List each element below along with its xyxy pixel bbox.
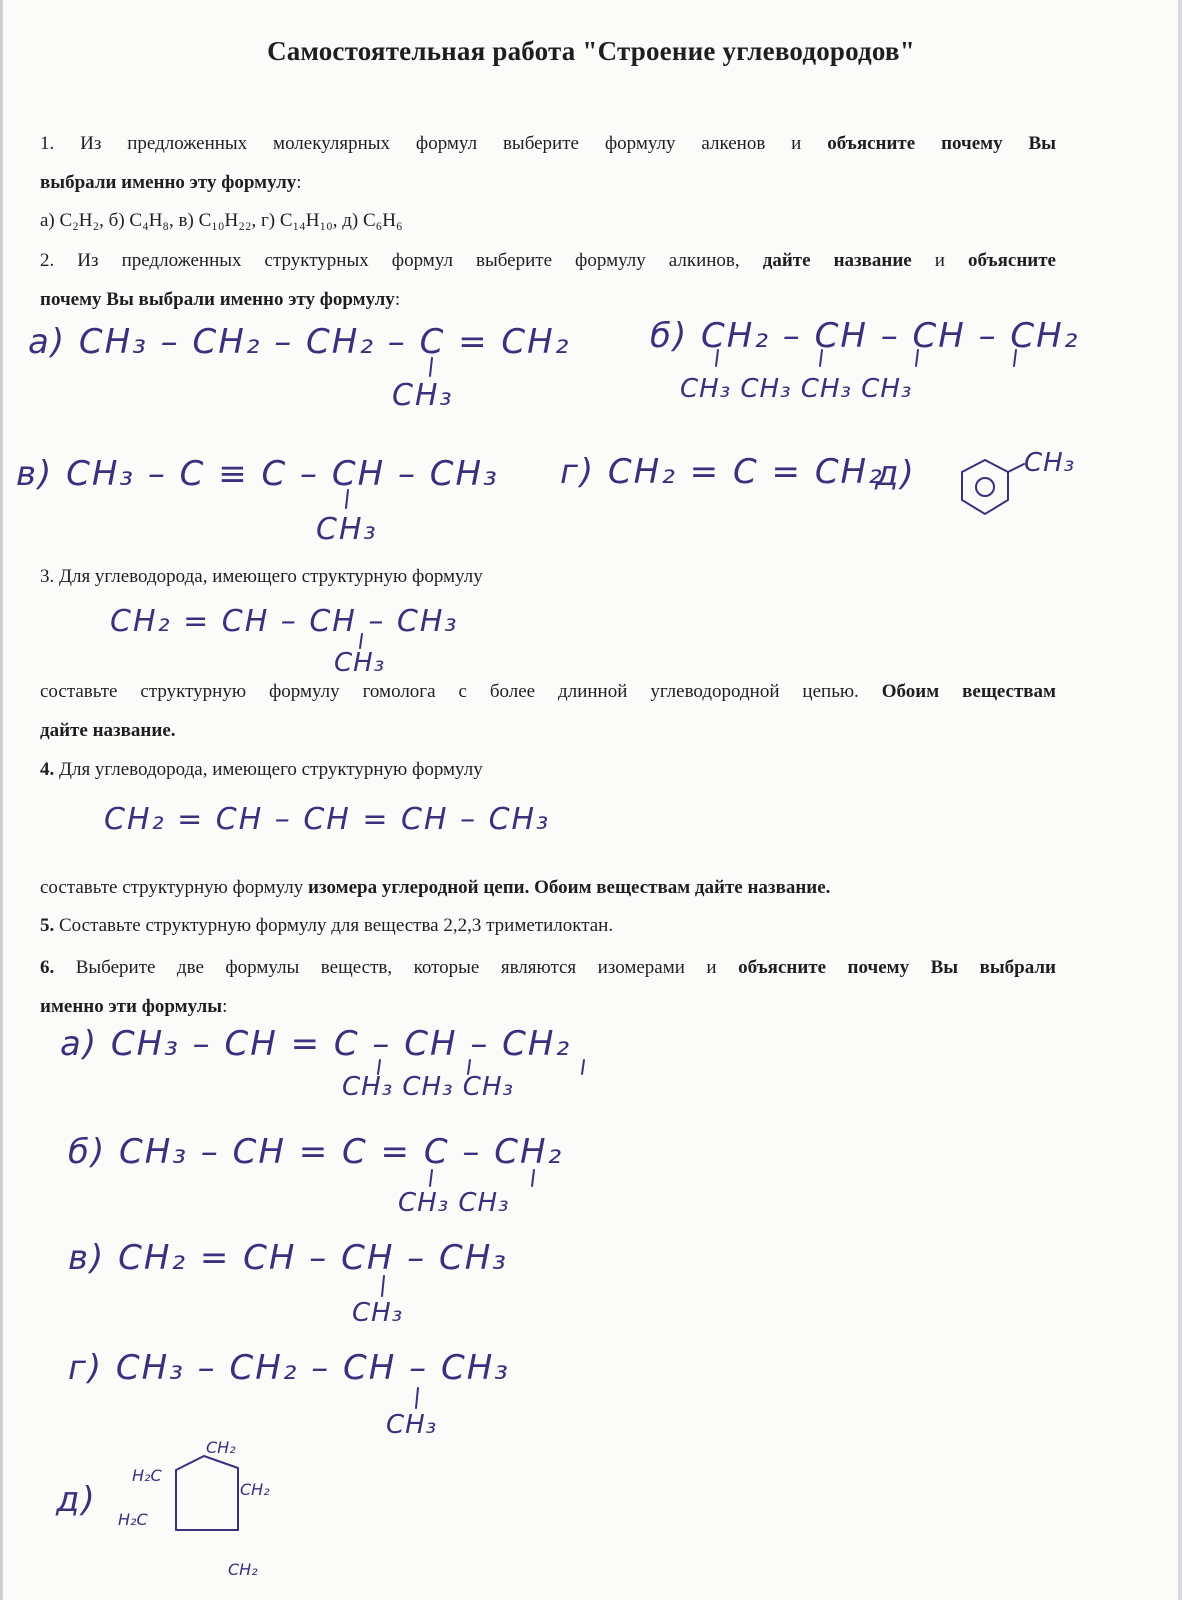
q6-a-branch-bond-2 [468, 1060, 470, 1074]
q2-formula-v-branch: CH₃ [316, 512, 378, 547]
q6-formula-v-branch: CH₃ [352, 1298, 404, 1328]
q2-benzene-ring [962, 460, 1008, 514]
q6-formula-b: б) CH₃ – CH = C = C – CH₂ [68, 1132, 564, 1172]
q2-formula-b: б) CH₂ – CH – CH – CH₂ [650, 316, 1080, 356]
q6-g-branch-bond [416, 1388, 418, 1408]
q2-methyl-bond [1008, 464, 1024, 472]
q6-b-branch-bond-1 [430, 1170, 432, 1186]
q1-text: 1. Из предложенных молекулярных формул выберите формулу алкенов и [40, 133, 828, 154]
q2-b-branch-bond-2 [820, 350, 822, 366]
q6-a-branch-bond-1 [378, 1060, 380, 1074]
q4-formula: CH₂ = CH – CH = CH – CH₃ [104, 802, 551, 837]
q6-ring-top-ch2: CH₂ [206, 1438, 236, 1457]
q3-formula: CH₂ = CH – CH – CH₃ [110, 604, 459, 639]
q6-formula-v: в) CH₂ = CH – CH – CH₃ [68, 1238, 508, 1278]
q1-emphasis-2: выбрали именно эту формулу [40, 172, 297, 193]
q2-formula-d-label: д) [875, 454, 916, 494]
q6-emphasis-2: именно эти формулы [40, 996, 223, 1017]
q6-formula-b-branches: CH₃ CH₃ [398, 1188, 510, 1218]
q2-and: и [911, 250, 969, 271]
q1-options: а) C₂H₂, б) C₄H₈, в) C₁₀H₂₂, г) C₁₄H₁₀, д) C₆H₆ [40, 210, 403, 231]
q6-formula-g: г) CH₃ – CH₂ – CH – CH₃ [68, 1348, 510, 1388]
q2-a-branch-bond [430, 358, 432, 376]
q2-b-branch-bond-4 [1014, 350, 1016, 366]
q2-formula-b-branches: CH₃ CH₃ CH₃ CH₃ [680, 374, 913, 404]
q1-emphasis: объясните почему Вы [827, 133, 1056, 154]
q2-formula-a: а) CH₃ – CH₂ – CH₂ – C = CH₂ [28, 322, 571, 362]
q3-line-3: дайте название. [40, 720, 176, 741]
q4-text-2: составьте структурную формулу [40, 877, 309, 898]
q6-ring-h2c-top: H₂C [132, 1466, 162, 1485]
q6-ring-top-bonds [176, 1456, 238, 1470]
q2-b-branch-bond-3 [916, 350, 918, 366]
q6-colon: : [222, 996, 228, 1017]
page-title: Самостоятельная работа "Строение углеводородов" [267, 36, 915, 66]
q2-v-branch-bond [346, 490, 348, 508]
q2-emphasis-2: объясните [968, 250, 1056, 271]
q2-formula-g: г) CH₂ = C = CH₂ [560, 452, 884, 492]
q6-number: 6. [40, 957, 55, 978]
q3-formula-branch: CH₃ [334, 648, 386, 678]
q6-text: Выберите две формулы веществ, которые являются изомерами и [54, 957, 739, 978]
q1-colon: : [296, 172, 302, 193]
q6-emphasis: объясните почему Вы выбрали [738, 957, 1057, 978]
q2-emphasis-3: почему Вы выбрали именно эту формулу [40, 289, 395, 310]
q6-ring-right-ch2: CH₂ [240, 1480, 270, 1499]
q3-emphasis: Обоим веществам [881, 681, 1056, 702]
q2-benzene-inner-circle [976, 478, 994, 496]
q4-emphasis: изомера углеродной цепи. Обоим веществам дайте название. [308, 877, 831, 898]
q6-formula-d-label: д) [56, 1480, 97, 1520]
q5-text: Составьте структурную формулу для вещества 2,2,3 триметилоктан. [54, 915, 614, 936]
q2-colon: : [394, 289, 401, 310]
q2-formula-a-branch: CH₃ [392, 378, 454, 413]
q2-emphasis: дайте название [762, 250, 912, 271]
q6-v-branch-bond [382, 1276, 384, 1296]
q6-ring-h2c-bottom: H₂C [118, 1510, 148, 1529]
q3-branch-bond [360, 634, 362, 648]
q6-b-branch-bond-2 [532, 1170, 534, 1186]
q2-b-branch-bond-1 [716, 350, 718, 366]
q6-formula-a-branches: CH₃ CH₃ CH₃ [342, 1072, 514, 1102]
q2-text: 2. Из предложенных структурных формул выберите формулу алкинов, [40, 250, 763, 271]
q4-number: 4. [40, 759, 55, 780]
q5-number: 5. [40, 915, 55, 936]
q6-formula-g-branch: CH₃ [386, 1410, 438, 1440]
q3-line-1: 3. Для углеводорода, имеющего структурную формулу [40, 566, 483, 587]
q3-text: составьте структурную формулу гомолога с более длинной углеводородной цепью. [40, 681, 882, 702]
q6-ring-bottom-ch2: CH₂ [228, 1560, 258, 1579]
q6-formula-a: а) CH₃ – CH = C – CH – CH₂ [60, 1024, 572, 1064]
q4-text: Для углеводорода, имеющего структурную формулу [54, 759, 483, 780]
q6-a-branch-bond-3 [582, 1060, 584, 1074]
q2-formula-v: в) CH₃ – C ≡ C – CH – CH₃ [16, 454, 499, 494]
q2-formula-d-methyl: CH₃ [1024, 448, 1076, 478]
